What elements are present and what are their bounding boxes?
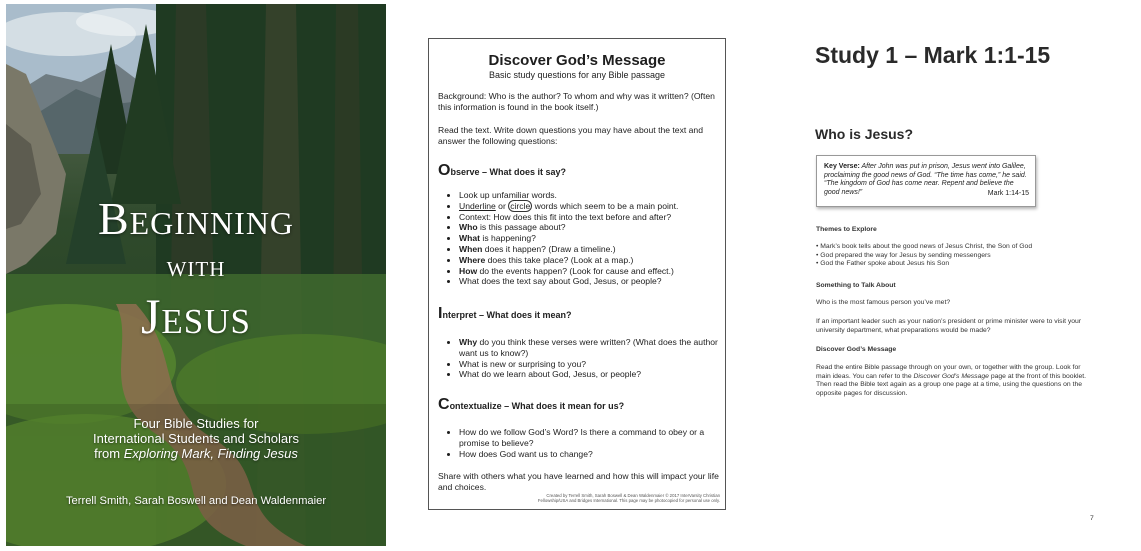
- list-keyword: Why: [459, 337, 478, 347]
- handout-subtitle: Basic study questions for any Bible passage: [488, 70, 666, 80]
- key-verse-text: After John was put in prison, Jesus went into Galilee, proclaiming the good news of God. “The time has come,” he said. “The kingdom of God has come near. Repent and believe the good news!”: [824, 163, 1027, 196]
- list-keyword: Who: [459, 222, 478, 233]
- list-text: is this passage about?: [477, 222, 566, 233]
- handout-copyright: Created by Terrell Smith, Sarah Boswell & Dean Waldenmaier © 2017 InterVarsity Christian Fellowship/USA and Bridges International. This page may be photocopied for personal use only.: [537, 493, 720, 503]
- key-verse-box: [816, 155, 1036, 207]
- list-keyword: How: [459, 265, 478, 276]
- discover-handout-page: [428, 38, 726, 510]
- observe-heading-text: bserve – What does it say?: [450, 167, 566, 177]
- interpret-heading-text: nterpret – What does it mean?: [442, 310, 572, 320]
- list-item: • Look up unfamiliar words.: [459, 190, 727, 201]
- list-item: • What is new or surprising to you?: [459, 359, 727, 370]
- contextualize-heading: [438, 396, 624, 414]
- cover-subtitle-line3: [46, 446, 346, 461]
- list-text: do the events happen? (Look for cause and effect.): [477, 265, 674, 276]
- list-item: [459, 337, 727, 359]
- cover-subtitle-line1: Four Bible Studies for: [133, 416, 259, 431]
- handout-background: Background: Who is the author? To whom and why was it written? (Often this information is found in the book itself.): [438, 91, 715, 112]
- cover-subtitle: [46, 416, 346, 461]
- cover-authors: Terrell Smith, Sarah Boswell and Dean Waldenmaier: [65, 495, 327, 507]
- discover-text-italic: Discover God’s Message: [913, 372, 989, 380]
- themes-heading: Themes to Explore: [816, 226, 877, 233]
- key-verse-reference: Mark 1:14-15: [987, 190, 1029, 197]
- list-item: [459, 222, 727, 233]
- handout-read-instructions: Read the text. Write down questions you may have about the text and answer the following questions:: [438, 125, 703, 146]
- contextualize-initial: C: [438, 396, 450, 413]
- page-number: 7: [1090, 515, 1094, 522]
- list-item: • God prepared the way for Jesus by sending messengers: [816, 251, 991, 259]
- list-item: [459, 244, 727, 255]
- list-keyword: When: [459, 243, 483, 254]
- list-item: [459, 233, 727, 244]
- contextualize-list: [449, 427, 727, 459]
- list-text: or: [495, 200, 509, 211]
- list-item: • What do we learn about God, Jesus, or people?: [459, 369, 727, 380]
- book-cover: [6, 4, 386, 546]
- list-item: [459, 201, 727, 212]
- list-text: does it happen? (Draw a timeline.): [482, 243, 616, 254]
- list-item: • How does God want us to change?: [459, 449, 727, 460]
- handout-title: Discover God’s Message: [488, 52, 666, 69]
- discover-text-b: page at the front of this booklet. Then read the Bible text again as a group one page at a time, using the questions on the opposite pages for discussion.: [816, 372, 1087, 397]
- talk-heading: Something to Talk About: [816, 282, 896, 289]
- discover-heading: Discover God’s Message: [816, 346, 897, 353]
- study-title: Study 1 – Mark 1:1-15: [815, 42, 1051, 68]
- list-text: do you think these verses were written? (What does the author want us to know?): [459, 337, 718, 358]
- list-item: • Mark’s book tells about the good news of Jesus Christ, the Son of God: [816, 243, 1033, 250]
- list-keyword: Where: [459, 254, 486, 265]
- discover-text-a: Read the entire Bible passage through on your own, or together with the group. Look for main ideas. You can refer to the: [816, 364, 1081, 380]
- cover-subtitle-book: Exploring Mark, Finding Jesus: [123, 446, 298, 461]
- observe-list: [449, 190, 727, 287]
- talk-question-1: Who is the most famous person you’ve met?: [816, 299, 951, 306]
- study-heading: Who is Jesus?: [815, 126, 914, 142]
- interpret-list: [449, 337, 727, 380]
- handout-share: Share with others what you have learned and how this will impact your life and choices.: [438, 471, 719, 492]
- key-verse-label: Key Verse:: [824, 163, 860, 170]
- observe-heading: [438, 162, 566, 180]
- cover-title-line2: with: [166, 250, 226, 283]
- circle-word: circle: [510, 200, 531, 211]
- list-item: • How do we follow God’s Word? Is there a command to obey or a promise to believe?: [459, 427, 727, 449]
- contextualize-heading-text: ontextualize – What does it mean for us?: [449, 401, 625, 411]
- list-item: [459, 266, 727, 277]
- list-item: [459, 255, 727, 266]
- list-text: is happening?: [480, 233, 536, 244]
- interpret-heading: [438, 305, 571, 323]
- discover-instructions: [816, 364, 1096, 398]
- list-keyword: What: [459, 233, 481, 244]
- list-text: words which seem to be a main point.: [532, 200, 679, 211]
- observe-initial: O: [438, 162, 451, 179]
- list-item: • What does the text say about God, Jesus, or people?: [459, 276, 727, 287]
- list-item: • Context: How does this fit into the text before and after?: [459, 212, 727, 223]
- talk-question-2: If an important leader such as your nation’s president or prime minister were to visit your university department, what preparations would be made?: [816, 318, 1082, 334]
- cover-title-line1: Beginning: [97, 193, 295, 244]
- themes-list: [816, 243, 1096, 269]
- cover-subtitle-line2: International Students and Scholars: [93, 431, 299, 446]
- list-text: does this take place? (Look at a map.): [485, 254, 634, 265]
- cover-subtitle-prefix: from: [94, 446, 124, 461]
- underline-word: Underline: [459, 200, 496, 211]
- cover-title-line3: Jesus: [140, 288, 252, 344]
- list-item: • God the Father spoke about Jesus his Son: [816, 260, 950, 268]
- interpret-initial: I: [438, 305, 443, 322]
